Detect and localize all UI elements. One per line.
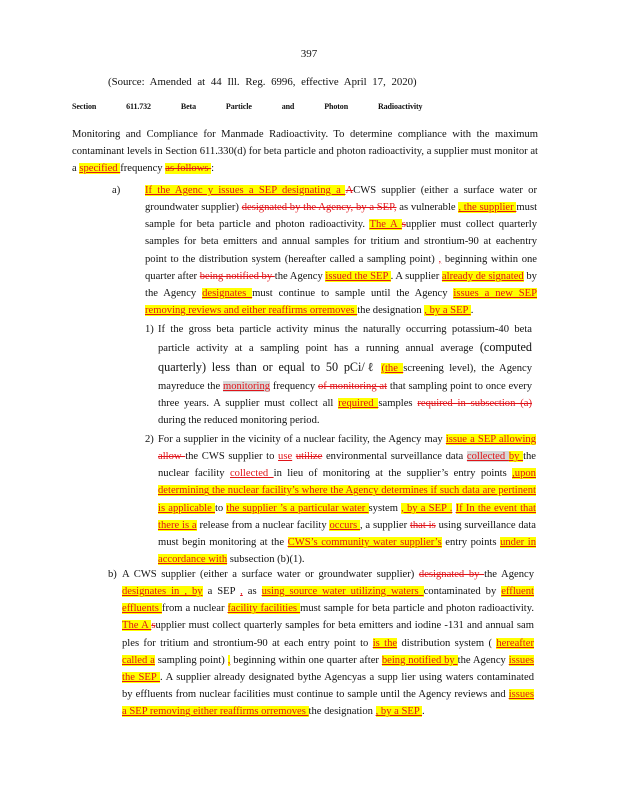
revision-gray-text: collected [466,451,509,463]
body-text: the designation [308,706,376,718]
revision-hl-text: , by a SEP [424,305,471,317]
revision-hl-text: required [338,397,379,409]
item-label-a: a) [112,185,121,196]
body-text: subsection (b)(1). [227,554,305,566]
revision-hl-text: , [227,654,231,666]
item-label-a2: 2) [145,434,154,445]
revision-hl-text: designates [202,287,253,299]
revision-del-text: designated by [418,569,485,580]
body-text: the designation [357,305,425,317]
revision-hl-text: by [508,451,524,463]
revision-del-text: utilize [295,451,323,463]
revision-hl-text: using source water utilizing waters [261,586,424,598]
subsection-a2 [158,431,536,568]
revision-hl-text: , the supplier [458,202,517,214]
revision-del-text: designated by the Agency, by a SEP, [241,202,397,214]
source-note: (Source: Amended at 44 Ill. Reg. 6996, effective April 17, 2020) [108,76,417,88]
subsection-a [145,182,537,319]
body-text: , a supplier [359,519,410,531]
revision-hl-del-text: as follows [165,163,212,175]
subsection-b [122,566,534,720]
revision-hl-text: being notified by [381,654,458,666]
revision-hl-text: , by a SEP . [401,502,453,514]
body-text: environmental surveillance data [322,451,467,463]
revision-hl-text: effluent effluents [122,586,534,615]
revision-hl-text: If In the event that there is a [158,502,536,531]
body-text: must sample for beta particle and photon radioactivity. [300,603,534,615]
body-text: in lieu of monitoring at the supplier’s entry points [273,468,513,480]
body-text: . A supplier already designated bythe Agencyas a supp lier using waters contaminated by effluents from nuclear facilities must continue to sample until the Agency reviews and [122,671,534,701]
revision-del-text: s [151,620,156,632]
revision-ins-text: , [240,586,243,598]
revision-del-text: being notified by [199,270,275,282]
body-text: the Agency [484,569,534,580]
body-text: sampling point) [154,654,228,666]
revision-hl-text: issue a SEP allowing [445,434,536,445]
revision-hl-text: already de signated [441,270,524,282]
body-text: the CWS supplier to [185,451,279,463]
body-text: beginning within one quarter after [230,654,382,666]
page-number: 397 [300,48,318,60]
revision-hl-text: (the [381,362,404,374]
body-text: If the gross beta particle activity minus the naturally occurring potassium-40 beta particle activity at a sampling point has a running annual average [158,324,532,355]
revision-hl-text: If the Agenc y issues a SEP designating a [145,185,346,196]
revision-hl-text: issues a SEP removing either reaffirms orremoves [122,689,534,718]
body-text: as [242,586,262,598]
revision-hl-text: ,upon determining the nuclear facility’s where the Agency determines if such data are pertinent is applicable [158,468,536,514]
title-word: and [281,102,295,111]
body-text: to [214,502,227,514]
item-label-b: b) [108,569,117,580]
body-text: screening level), the Agency mayreduce the [158,362,532,392]
body-text: beginning within one quarter after [145,253,538,282]
body-text: that sampling point to once every three years. A supplier must collect all [158,380,532,409]
revision-hl-text: facility facilities [227,603,301,615]
revision-del-text: s [401,219,406,231]
body-text: A CWS supplier (either a surface water or groundwater supplier) [122,569,419,580]
title-word: Photon [324,102,349,111]
revision-ins-text: collected [229,468,274,480]
body-text: upplier must collect quarterly samples for beta emitters and iodine -131 and annual sam ples for tritium and strontium-90 at each entry point to [122,620,534,649]
body-text: . [470,305,474,317]
revision-hl-text: hereafter called a [122,637,534,666]
revision-del-text: A [345,185,354,196]
title-word: Particle [225,102,252,111]
title-word: Beta [180,102,197,111]
body-text: contaminated by [423,586,502,598]
revision-hl-text: designates in , by [122,586,203,598]
body-text: CWS supplier (either a surface water or groundwater supplier) [145,185,537,214]
body-text: the Agency [457,654,509,666]
body-text: entry points [441,536,501,548]
body-text: the nuclear facility [158,451,537,480]
subsection-a1 [158,321,532,429]
revision-hl-text: CWS’s community water supplier’s [287,536,442,548]
revision-hl-text: issues the SEP [122,654,535,683]
body-text: For a supplier in the vicinity of a nuclear facility, the Agency may [158,434,446,445]
item-label-a1: 1) [145,324,154,335]
body-text: : [211,163,215,175]
body-text: Monitoring and Compliance for Manmade Radioactivity. To determine compliance with the maximum contaminant levels in Section 611.330(d) for beta particle and photon radioactivity, a supplier must monitor at a [72,129,538,175]
revision-del-text: that is [409,519,436,531]
body-text: from a nuclear [161,603,228,615]
body-text: as vulnerable [396,202,459,214]
body-text: . A supplier [390,270,442,282]
body-text: release from a nuclear facility [196,519,330,531]
revision-hl-text: The A [369,219,402,231]
body-text: by the Agency [145,270,537,299]
title-word: Radioactivity [377,102,423,111]
revision-hl-text: occurs [329,519,360,531]
body-text: upplier must collect quarterly samples for beta emitters and annual samples for tritium and strontium-90 at eachentry point to the distribution system (hereafter called a sampling point) [145,219,537,265]
revision-hl-text: the supplier ’s a particular water [226,502,369,514]
section-label: Section [72,102,97,111]
revision-del-text: required in subsection (a) [417,397,532,409]
revision-gray-text: monitoring [222,380,271,392]
body-text: using surveillance data must begin monitoring at the [158,519,537,548]
revision-del-text: of monitoring at [317,380,388,392]
body-text: a SEP [202,586,241,598]
revision-hl-text: is the [372,637,398,649]
body-text: frequency [270,380,318,392]
revision-hl-text: , by a SEP [375,706,423,718]
section-code: 611.732 [126,102,151,111]
revision-hl-text: issued the SEP [325,270,391,282]
body-text: distribution system ( [397,637,497,649]
revision-big-text: (computed quarterly) less than or equal to 50 pCi/ℓ [158,340,532,374]
body-text: must sample for beta particle and photon radioactivity. [145,202,538,231]
body-text: the Agency [274,270,326,282]
revision-del-text: allow [158,451,186,463]
section-heading [72,101,450,114]
body-text: during the reduced monitoring period. [158,415,320,426]
revision-hl-text: specified [79,163,121,175]
body-text: frequency [120,163,166,175]
body-text: . [422,706,425,718]
body-text: samples [378,397,418,409]
revision-hl-text: under in accordance with [158,536,536,566]
revision-ins-text: use [278,451,293,463]
body-text: system [368,502,402,514]
revision-ins-text: , [438,253,442,265]
body-text: must continue to sample until the Agency [252,287,454,299]
revision-hl-text: issues a new SEP removing reviews and either reaffirms orremoves [145,287,538,317]
intro-paragraph [72,126,538,177]
revision-hl-text: The A [122,620,152,632]
